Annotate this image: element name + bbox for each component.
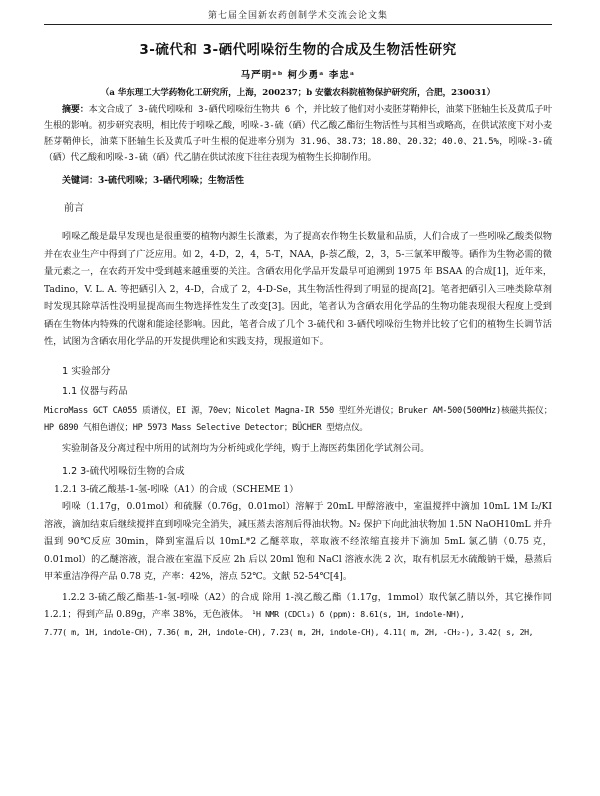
procedure-1-2-2 (44, 589, 552, 624)
abstract (44, 102, 552, 166)
abstract-label: 摘要： (62, 105, 89, 115)
authors: 马严明ᵃᵇ 柯少勇ᵃ 李忠ᵃ (240, 70, 356, 81)
instruments-paragraph: MicroMass GCT CA055 质谱仪，EI 源，70ev；Nicolet Magna-IR 550 型红外光谱仪；Bruker AM-500(500MHz)核磁共振仪；HP 6890 气相色谱仪；HP 5973 Mass Selective Detector；BÜCHER 型熔点仪。 (44, 405, 552, 433)
section-1-heading: 1 实验部分 (62, 365, 111, 377)
nmr-line-2: 7.77( m, 1H, indole-CH), 7.36( m, 2H, indole-CH), 7.23( m, 2H, indole-CH), 4.11( m, 2H, -CH₂-), 3.42( s, 2H, (44, 626, 534, 637)
section-1-2-heading: 1.2 3-硫代吲哚衍生物的合成 (62, 466, 185, 477)
header-rule (44, 24, 552, 25)
intro-paragraph: 吲哚乙酸是最早发现也是很重要的植物内源生长激素，为了提高农作物生长数量和品质，人们合成了一些吲哚乙酸类似物并在农业生产中得到了广泛应用。如 2，4-D，2，4，5-T，NAA，β-萘乙酸，2，3，5-三氯苯甲酸等。硒作为生物必需的微量元素之一，在农药开发中受到越来越重要的关注。含硒农用化学品开发最早可追溯到 1975 年 BSAA 的合成[1]，近年来，Tadino，V. L. A. 等把硒引入 2，4-D，合成了 2，4-D-Se，其生物活性得到了明显的提高[2]。笔者把硒引入三唑类除草剂时发现其除草活性没明显提高而生物选择性发生了改变[3]。因此，笔者认为含硒农用化学品的生物功能表现很大程度上受到硒在生物体内特殊的代谢和能途径影响。因此，笔者合成了几个 3-硫代和 3-硒代吲哚衍生物并比较了它们的植物生长调节活性，试图为含硒农用化学品的开发提供理论和实践支持，现报道如下。 (44, 231, 552, 347)
affiliation: （a 华东理工大学药物化工研究所，上海，200237；b 安徽农科院植物保护研究所，合肥，230031） (100, 88, 496, 98)
section-1-2-1-heading: 1.2.1 3-硫乙酸基-1-氢-吲哚（A1）的合成（SCHEME 1） (54, 484, 299, 495)
paper-title: 3-硫代和 3-硒代吲哚衍生物的合成及生物活性研究 (139, 42, 457, 58)
reagents-paragraph: 实验制备及分离过程中所用的试剂均为分析纯或化学纯，购于上海医药集团化学试剂公司。 (62, 442, 430, 454)
preface-heading: 前言 (64, 203, 84, 214)
procedure-1-2-2-text: 1.2.2 3-硫乙酸乙酯基-1-氢-吲哚（A2）的合成 除用 1-溴乙酸乙酯（1.17g，1mmol）取代氯乙腈以外，其它操作同 1.2.1；得到产品 0.89g，产率 38%，无色液体。 (44, 591, 552, 620)
nmr-line-1: ¹H NMR (CDCl₃) δ (ppm): 8.61(s, 1H, indole-NH), (251, 609, 465, 619)
procedure-1-2-1: 吲哚（1.17g，0.01mol）和硫脲（0.76g，0.01mol）溶解于 20mL 甲醇溶液中，室温搅拌中滴加 10mL 1M I₂/KI 溶液，滴加结束后继续搅拌直到吲哚完全消失，减压蒸去溶剂后得油状物。N₂ 保护下向此油状物加 1.5N NaOH10mL 并升温到 90℃反应 30min，降到室温后以 10mL*2 乙醚萃取，萃取液不经浓缩直接并下滴加 5mL 氯乙腈（0.75 克，0.01mol）的乙醚溶液，混合液在室温下反应 2h 后以 20ml 饱和 NaCl 溶液水洗 2 次，取有机层无水硫酸钠干燥，悬蒸后甲苯重洁净得产品 0.78 克，产率：42%，溶点 52℃。文献 52-54℃[4]。 (44, 501, 552, 582)
abstract-text: 本文合成了 3-硫代吲哚和 3-硒代吲哚衍生物共 6 个，并比较了他们对小麦胚芽鞘伸长，油菜下胚轴生长及黄瓜子叶生根的影响。初步研究表明，相比传于吲哚乙酸，吲哚-3-硫（硒）代乙酸乙酯衍生物活性与其相当或略高，在供试浓度下对小麦胚芽鞘伸长，油菜下胚轴生长及黄瓜子叶生根的促进率分别为 31.96、38.73；18.80、20.32；40.0、21.5%，吲哚-3-硫（硒）代乙酸和吲哚-3-硫（硒）代乙腈在供试浓度下往往表现为植物生长抑制作用。 (44, 105, 552, 163)
keywords: 关键词：3-硫代吲哚；3-硒代吲哚；生物活性 (62, 176, 244, 186)
section-1-1-heading: 1.1 仪器与药品 (62, 385, 128, 397)
running-header: 第七届全国新农药创制学术交流会论文集 (207, 11, 388, 21)
